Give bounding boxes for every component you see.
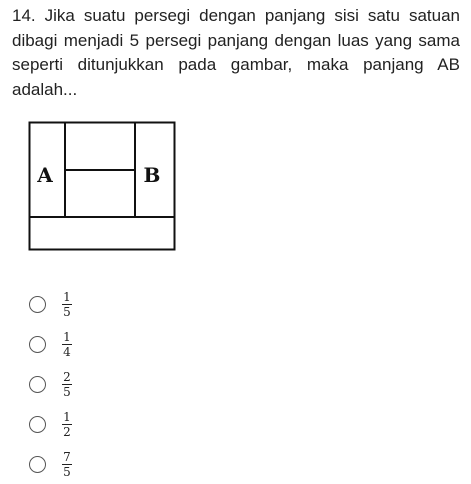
fraction-numerator: 2 [63, 369, 71, 384]
fraction [62, 331, 72, 358]
fraction-denominator: 5 [63, 384, 71, 399]
fraction [62, 371, 72, 398]
fraction-numerator: 1 [63, 289, 71, 304]
fraction [62, 411, 72, 438]
answer-option[interactable] [29, 404, 72, 444]
answer-option[interactable] [29, 444, 72, 484]
fraction-denominator: 2 [63, 424, 71, 439]
fraction-denominator: 4 [63, 344, 71, 359]
fraction-denominator: 5 [63, 464, 71, 479]
point-b-label: B [143, 163, 161, 187]
square-diagram [28, 121, 176, 251]
radio-button[interactable] [29, 416, 46, 433]
fraction-numerator: 7 [63, 449, 71, 464]
answer-option[interactable] [29, 364, 72, 404]
fraction-denominator: 5 [63, 304, 71, 319]
answer-option[interactable] [29, 324, 72, 364]
fraction-numerator: 1 [63, 329, 71, 344]
fraction [62, 451, 72, 478]
question-text: 14. Jika suatu persegi dengan panjang sisi satu satuan dibagi menjadi 5 persegi panjang dengan luas yang sama seperti ditunjukkan pada gambar, maka panjang AB adalah... [12, 6, 460, 99]
radio-button[interactable] [29, 296, 46, 313]
radio-button[interactable] [29, 376, 46, 393]
fraction [62, 291, 72, 318]
radio-button[interactable] [29, 456, 46, 473]
answer-option[interactable] [29, 284, 72, 324]
radio-button[interactable] [29, 336, 46, 353]
square-diagram-svg [28, 121, 176, 251]
point-a-label: A [37, 163, 53, 187]
fraction-numerator: 1 [63, 409, 71, 424]
answer-options [29, 284, 72, 484]
